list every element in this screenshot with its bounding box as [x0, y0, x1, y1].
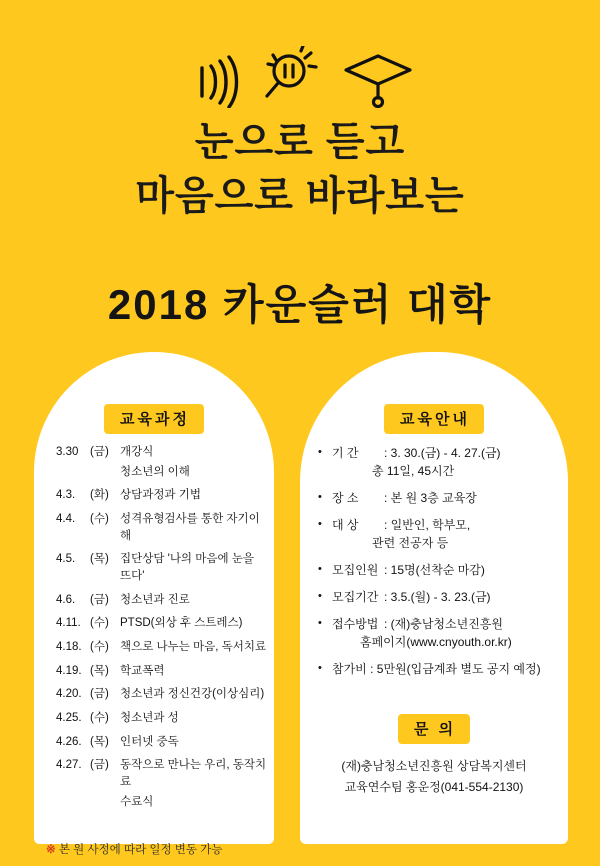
info-panel: [300, 352, 568, 844]
sound-waves-icon: [186, 52, 242, 108]
info-body: [332, 444, 556, 480]
schedule-text: 집단상담 '나의 마음에 눈을 뜨다': [120, 553, 254, 583]
info-row: [318, 444, 556, 480]
info-label: 접수방법: [332, 617, 379, 631]
schedule-text: 개강식: [120, 446, 154, 458]
info-label: 참가비: [332, 662, 367, 676]
schedule-text: 청소년과 진로: [120, 593, 190, 606]
schedule-day: (수): [90, 617, 109, 630]
inquiry-tag-wrap: [300, 714, 568, 744]
contact-line-2: 교육연수팀 홍운정(041-554-2130): [344, 780, 524, 794]
info-list: [318, 444, 556, 687]
info-label: 모집인원: [332, 563, 379, 577]
info-label: 장 소: [332, 491, 359, 505]
footnote-star-icon: ※: [46, 844, 56, 856]
schedule-row: [56, 686, 268, 703]
info-value: : 3.5.(월) - 3. 23.(금): [384, 590, 491, 604]
info-tag-wrap: [300, 404, 568, 434]
schedule-text: 인터넷 중독: [120, 735, 179, 748]
schedule-date: 4.25.: [56, 712, 82, 725]
info-body: [332, 615, 556, 651]
info-tag: 교육안내: [384, 404, 484, 434]
curriculum-schedule-list: [56, 444, 268, 817]
schedule-row: [56, 487, 268, 504]
schedule-day: (목): [90, 735, 109, 748]
info-body: [332, 588, 556, 606]
schedule-date: 4.18.: [56, 641, 82, 654]
info-row: [318, 516, 556, 552]
schedule-day: (수): [90, 641, 109, 654]
schedule-text: 청소년과 정신건강(이상심리): [120, 688, 265, 701]
schedule-row: [56, 757, 268, 790]
schedule-day: (금): [90, 688, 109, 701]
info-value: : 일반인, 학부모,: [384, 518, 471, 532]
schedule-row: [56, 551, 268, 584]
schedule-row: [56, 639, 268, 656]
curriculum-tag: 교육과정: [104, 404, 204, 434]
schedule-subtext: 청소년의 이해: [120, 465, 190, 478]
bullet-icon: •: [318, 563, 322, 575]
schedule-row: [56, 615, 268, 632]
info-label: 대 상: [332, 518, 359, 532]
schedule-day: (금): [90, 759, 109, 772]
info-continuation: 총 11일, 45시간: [372, 464, 455, 478]
bullet-icon: •: [318, 446, 322, 458]
schedule-date: 4.11.: [56, 617, 81, 630]
info-row: [318, 588, 556, 606]
icon-row: [0, 42, 600, 108]
schedule-text: 성격유형검사를 통한 자기이해: [120, 513, 260, 542]
bullet-icon: •: [318, 590, 322, 602]
graduation-cap-icon: [342, 50, 414, 108]
info-value: : 15명(선착순 마감): [384, 563, 485, 577]
bullet-icon: •: [318, 518, 322, 530]
info-label: 모집기간: [332, 590, 379, 604]
bullet-icon: •: [318, 617, 322, 629]
info-row: [318, 660, 556, 678]
schedule-day: (금): [90, 593, 109, 606]
info-row: [318, 561, 556, 579]
schedule-text: 학교폭력: [120, 664, 165, 677]
info-row: [318, 615, 556, 651]
schedule-text: PTSD(외상 후 스트레스): [120, 617, 243, 630]
contact-line-1: (재)충남청소년진흥원 상담복지센터: [341, 759, 527, 773]
schedule-row: [56, 710, 268, 727]
info-label: 기 간: [332, 446, 359, 460]
schedule-text: 동작으로 만나는 우리, 동작치료: [120, 759, 267, 789]
schedule-row: [56, 592, 268, 609]
headline-line-1: 눈으로 듣고: [194, 120, 406, 164]
schedule-date: 4.26.: [56, 735, 82, 748]
curriculum-tag-wrap: [34, 404, 274, 434]
poster-headline: [0, 115, 600, 223]
curriculum-panel: [34, 352, 274, 844]
info-body: [332, 489, 556, 507]
inquiry-tag: 문 의: [398, 714, 470, 744]
schedule-date: 4.20.: [56, 688, 82, 701]
info-continuation: 관련 전공자 등: [372, 536, 449, 550]
info-row: [318, 489, 556, 507]
headline-line-2: 마음으로 바라보는: [135, 174, 465, 218]
info-value: : 3. 30.(금) - 4. 27.(금): [384, 446, 501, 460]
info-body: [332, 660, 556, 678]
schedule-row: [56, 663, 268, 680]
schedule-row: [56, 444, 268, 461]
schedule-date: 4.5.: [56, 553, 76, 566]
bullet-icon: •: [318, 662, 322, 674]
info-continuation: 홈페이지(www.cnyouth.or.kr): [360, 635, 512, 649]
schedule-row: [56, 734, 268, 751]
schedule-day: (수): [90, 712, 109, 725]
schedule-text: 청소년과 성: [120, 712, 179, 725]
schedule-date: 4.6.: [56, 593, 76, 606]
schedule-date: 4.27.: [56, 759, 82, 772]
magnifier-icon: [260, 46, 324, 108]
schedule-date: 3.30: [56, 446, 79, 458]
info-body: [332, 516, 556, 552]
schedule-date: 4.4.: [56, 513, 76, 526]
info-value: : (재)충남청소년진흥원: [384, 617, 503, 631]
schedule-day: (목): [90, 553, 109, 566]
schedule-day: (화): [90, 489, 109, 502]
schedule-row: [56, 511, 268, 544]
info-value: : 5만원(입금계좌 별도 공지 예정): [370, 662, 541, 676]
info-value: : 본 원 3층 교육장: [384, 491, 477, 505]
footnote: [46, 841, 222, 857]
schedule-day: (수): [90, 513, 109, 526]
schedule-date: 4.3.: [56, 489, 76, 502]
schedule-text: 책으로 나누는 마음, 독서치료: [120, 641, 267, 654]
page-title: 2018 카운슬러 대학: [107, 281, 493, 328]
schedule-date: 4.19.: [56, 664, 82, 677]
contact-block: [300, 756, 568, 798]
schedule-day: (목): [90, 664, 109, 677]
footnote-text: 본 원 사정에 따라 일정 변동 가능: [58, 844, 223, 856]
bullet-icon: •: [318, 491, 322, 503]
schedule-text: 상담과정과 기법: [120, 489, 201, 502]
schedule-day: (금): [90, 446, 109, 458]
info-body: [332, 561, 556, 579]
schedule-subtext: 수료식: [120, 795, 154, 808]
